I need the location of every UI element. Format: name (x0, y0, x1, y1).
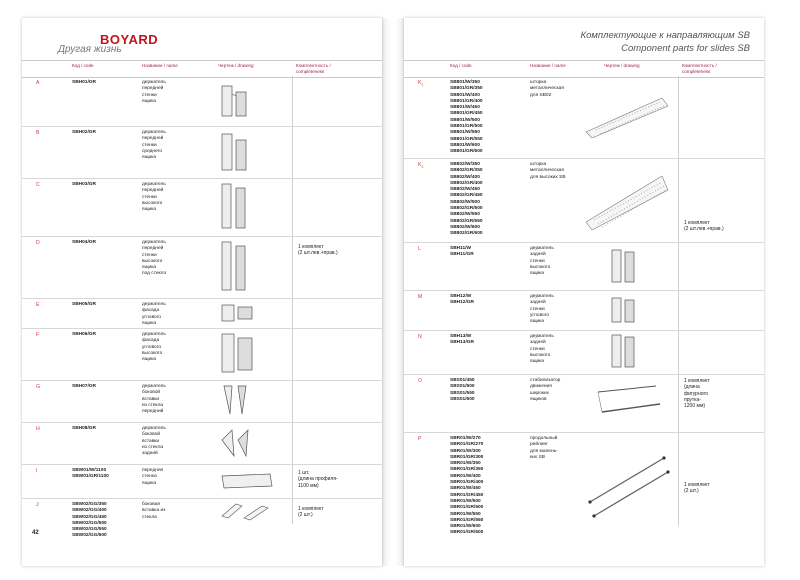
brand-slogan: Другая жизнь (58, 44, 122, 55)
row-letter: H (36, 426, 40, 432)
header-completeness: Комплектность / completeness (296, 63, 331, 74)
middle-holder-drawing (218, 132, 254, 174)
row-letter: F (36, 332, 40, 338)
completeness-value: 1 шт. (длина профиля- 1100 мм) (298, 470, 338, 489)
table-row (404, 242, 764, 291)
header-code: Код / code (72, 63, 94, 68)
product-code: SBH04/GR (72, 240, 96, 245)
row-letter: N (418, 334, 422, 340)
product-name: держатель боковой вставки из стекла задний (142, 426, 166, 457)
table-row (22, 126, 382, 179)
row-letter: D (36, 240, 40, 246)
table-row (22, 298, 382, 329)
product-name: продольный рейлинг для малень- ких SB (530, 436, 558, 460)
section-title-ru: Комплектующие к направляющим SB (580, 30, 750, 41)
product-code: SBH07/GR (72, 384, 96, 389)
right-page (404, 18, 764, 566)
product-name: стабилизатор движения широких ящиков (530, 378, 561, 402)
product-name: шторка металлическая для SB02 (530, 80, 564, 98)
metal-gallery-drawing (582, 94, 672, 138)
product-code: SBW01/W/1100 SBW01/GR/1100 (72, 468, 109, 480)
product-name: держатель передней стенки ящика (142, 80, 166, 104)
glass-holder-drawing (218, 240, 254, 294)
row-letter: E (36, 302, 40, 308)
header-code: Код / code (450, 63, 472, 68)
header-name: Название / name (142, 63, 178, 68)
header-completeness: Комплектность / completeness (682, 63, 717, 74)
product-code: SBH12/W SBH12/GR (450, 294, 474, 306)
completeness-value: 1 комплект (2 шт.) (684, 482, 710, 495)
table-row (22, 380, 382, 423)
glass-insert-drawing (218, 502, 278, 522)
product-name: боковая вставка из стекла (142, 502, 166, 520)
row-letter: $K_2$ (418, 162, 424, 170)
tall-metal-gallery-drawing (582, 170, 672, 230)
table-row (404, 330, 764, 375)
book-gutter (382, 18, 404, 566)
table-row (22, 464, 382, 499)
completeness-value: 1 комплект (2 шт.) (298, 506, 324, 519)
product-code: SBH03/GR (72, 182, 96, 187)
product-code: SBH11/W SBH11/GR (450, 246, 474, 258)
stabilizer-drawing (594, 382, 664, 418)
left-page (22, 18, 382, 566)
rear-glass-holder-drawing (218, 426, 254, 460)
row-letter: G (36, 384, 41, 390)
product-name: держатель передней стенки среднего ящика (142, 130, 166, 161)
product-code: SBR01/W/270 SBR01/GR/270 SBR01/W/300 SBR01/GR/300 SBR01/W/350 SBR01/GR/350 SBR01/W/400 SBR01/GR/400 SBR01/W/450 SBR01/GR/450 SBR01/W/500 SBR01/GR/500 SBR01/W/550 SBR01/GR/550 SBR01/W/600 SBR01/GR/600 (450, 436, 484, 536)
front-glass-holder-drawing (218, 384, 254, 418)
product-code: SBH13/W SBH13/GR (450, 334, 474, 346)
completeness-value: 1 комплект (длина фигурного прутка- 1200 мм) (684, 378, 710, 410)
product-code: SBW02/GG/350 SBW02/GG/400 SBW02/GG/450 SBW02/GG/500 SBW02/GG/550 SBW02/GG/600 (72, 502, 107, 539)
completeness-group-value: 1 комплект (2 шт.лев.+прав.) (298, 244, 338, 257)
product-name: держатель передней стенки высокого ящика (142, 182, 166, 213)
product-code: SBH05/GR (72, 302, 96, 307)
product-name: передняя стенка ящика (142, 468, 164, 486)
product-code: SB801/W/350 SB801/GR/350 SB801/W/400 SB801/GR/400 SB801/W/450 SB801/GR/450 SB801/W/500 SB801/GR/500 SB801/W/550 SB801/GR/550 SB801/W/600 SB801/GR/600 (450, 80, 483, 155)
table-row (22, 422, 382, 465)
product-name: держатель задней стенки высокого ящика (530, 246, 554, 277)
row-letter: A (36, 80, 40, 86)
product-code: SBS01/450 SBS01/500 SBS01/550 SBS01/600 (450, 378, 475, 402)
corner-holder-drawing (218, 301, 258, 325)
product-name: держатель фасада углового высокого ящика (142, 332, 166, 363)
corner-rear-holder-drawing (608, 294, 640, 326)
header-drawing: Чертеж / drawing (218, 63, 254, 68)
row-letter: M (418, 294, 423, 300)
product-code: SBH06/GR (72, 332, 96, 337)
product-name: держатель задней стенки углового ящика (530, 294, 554, 325)
product-name: шторка металлическая для высоких SB (530, 162, 566, 180)
product-name: держатель боковой вставки из стекла передний (142, 384, 166, 415)
table-row (404, 290, 764, 331)
product-code: SBH08/GR (72, 426, 96, 431)
page-number: 42 (32, 530, 39, 536)
row-letter: B (36, 130, 40, 136)
row-letter: O (418, 378, 423, 384)
tall-corner-holder-drawing (218, 332, 258, 376)
row-letter: L (418, 246, 421, 252)
front-holder-drawing (218, 82, 254, 122)
table-row (404, 374, 764, 433)
rear-holder-drawing (608, 246, 640, 286)
product-name: держатель передней стенки высокого ящика под стекло (142, 240, 167, 277)
row-letter: C (36, 182, 40, 188)
table-row (404, 76, 764, 159)
table-row (22, 76, 382, 127)
header-drawing: Чертеж / drawing (604, 63, 640, 68)
front-panel-drawing (218, 472, 278, 492)
tall-holder-drawing (218, 182, 254, 232)
product-code: SBH01/GR (72, 80, 96, 85)
product-name: держатель фасада углового ящика (142, 302, 166, 326)
header-name: Название / name (530, 63, 566, 68)
table-row (404, 432, 764, 536)
product-name: держатель задней стенки высокого ящика (530, 334, 554, 365)
brand-logo: BOYARD (100, 32, 159, 47)
table-row (22, 178, 382, 237)
product-code: SB802/W/350 SB802/GR/350 SB802/W/400 SB802/GR/400 SB802/W/450 SB802/GR/450 SB802/W/500 SB802/GR/500 SB802/W/550 SB802/GR/550 SB802/W/600 SB802/GR/600 (450, 162, 483, 237)
section-title-en: Component parts for slides SB (621, 43, 750, 54)
row-letter: $K_1$ (418, 80, 424, 88)
product-code: SBH02/GR (72, 130, 96, 135)
row-letter: I (36, 468, 38, 474)
table-row (22, 328, 382, 381)
row-letter: P (418, 436, 422, 442)
railing-drawing (584, 452, 674, 522)
completeness-group-value: 1 комплект (2 шт.лев.+прав.) (684, 220, 724, 233)
row-letter: J (36, 502, 39, 508)
tall-rear-holder-drawing (608, 333, 640, 371)
